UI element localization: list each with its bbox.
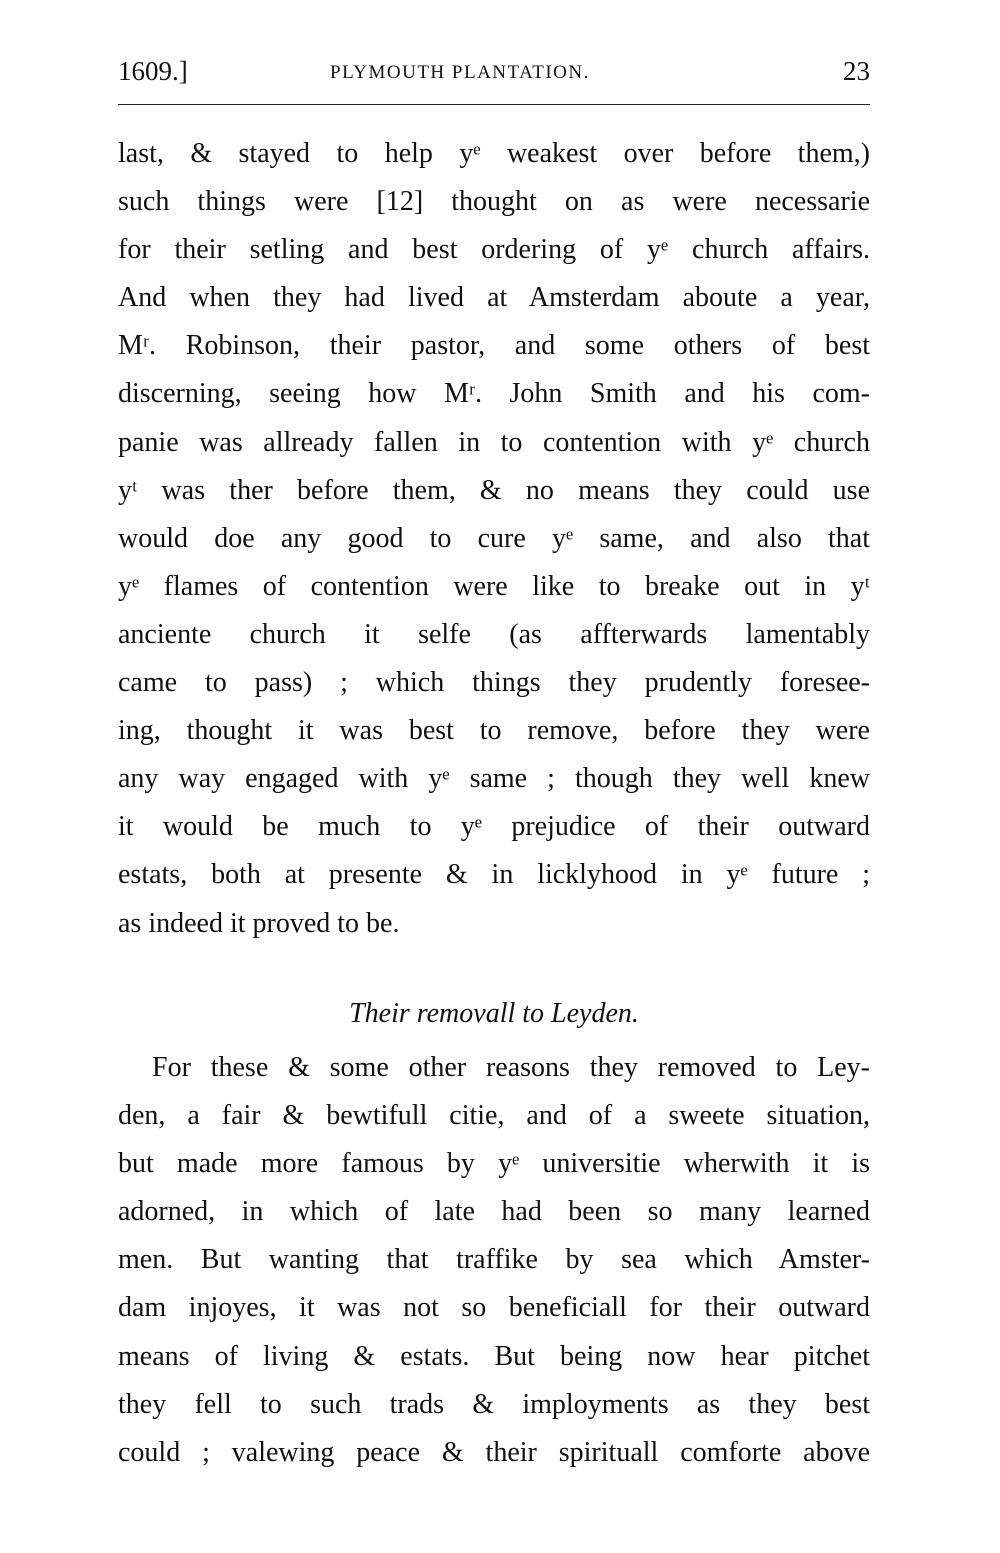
running-head-title: PLYMOUTH PLANTATION. (330, 62, 590, 83)
text-line: Mʳ. Robinson, their pastor, and some others of best (118, 330, 870, 362)
text-line: anciente church it selfe (as affterwards lamentably (118, 618, 870, 650)
header-rule (118, 104, 870, 105)
text-line: could ; valewing peace & their spirituall comforte above (118, 1436, 870, 1468)
text-line: last, & stayed to help yᵉ weakest over before them,) (118, 138, 870, 169)
text-line: would doe any good to cure yᵉ same, and also that (118, 522, 870, 554)
text-line: dam injoyes, it was not so beneficiall for their outward (118, 1292, 870, 1324)
text-line: but made more famous by yᵉ universitie wherwith it is (118, 1148, 870, 1180)
running-head-year: 1609.] (118, 56, 188, 86)
text-line: den, a fair & bewtifull citie, and of a sweete situation, (118, 1100, 870, 1132)
text-line: panie was allready fallen in to contention with yᵉ church (118, 426, 870, 458)
text-line: estats, both at presente & in licklyhood in yᵉ future ; (118, 859, 870, 891)
text-line: they fell to such trads & imployments as they best (118, 1388, 870, 1420)
text-line: such things were [12] thought on as were necessarie (118, 186, 870, 218)
text-line: yᵉ flames of contention were like to breake out in yᵗ (118, 570, 870, 602)
text-line: For these & some other reasons they removed to Ley- (152, 1052, 870, 1083)
paragraph-2 (118, 1048, 870, 1481)
paragraph-1 (118, 134, 870, 952)
text-line: adorned, in which of late had been so many learned (118, 1196, 870, 1228)
text-line: it would be much to yᵉ prejudice of their outward (118, 811, 870, 843)
page-number: 23 (843, 56, 870, 86)
section-heading: Their removall to Leyden. (349, 998, 639, 1029)
text-line: came to pass) ; which things they prudently foresee- (118, 667, 870, 699)
text-line: for their setling and best ordering of yᵉ church affairs. (118, 234, 870, 266)
text-line: any way engaged with yᵉ same ; though they well knew (118, 763, 870, 795)
text-line: discerning, seeing how Mʳ. John Smith and his com- (118, 378, 870, 410)
text-line: means of living & estats. But being now hear pitchet (118, 1340, 870, 1372)
text-line: And when they had lived at Amsterdam aboute a year, (118, 282, 870, 314)
text-line: men. But wanting that traffike by sea which Amster- (118, 1244, 870, 1276)
text-line: yᵗ was ther before them, & no means they could use (118, 474, 870, 506)
text-line: as indeed it proved to be. (118, 907, 400, 939)
text-line: ing, thought it was best to remove, before they were (118, 715, 870, 747)
running-head (118, 56, 870, 90)
